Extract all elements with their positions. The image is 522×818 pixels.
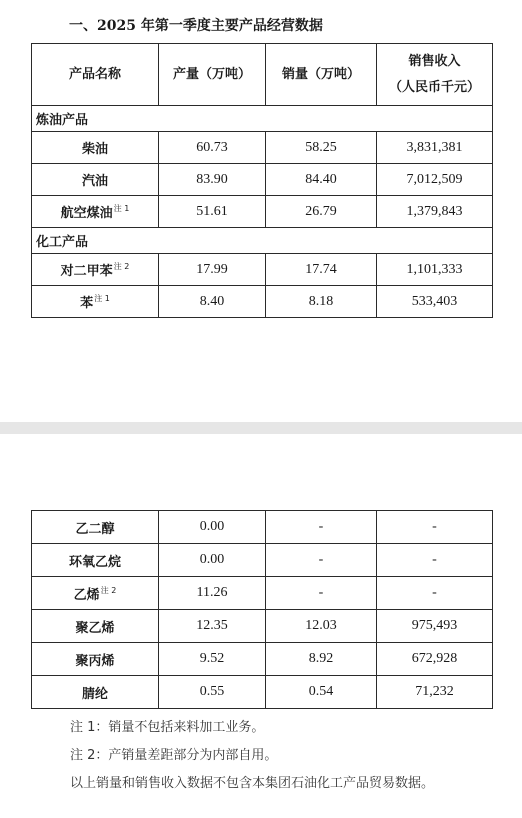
product-name: 汽油 [32, 164, 159, 196]
production-value: 0.55 [159, 676, 266, 709]
footnote-disclaimer: 以上销量和销售收入数据不包含本集团石油化工产品贸易数据。 [70, 776, 435, 791]
table-row [32, 286, 493, 318]
table-row [32, 132, 493, 164]
section-label-refined: 炼油产品 [32, 106, 493, 132]
product-data-table [31, 43, 493, 318]
table-row [32, 544, 493, 577]
table-row [32, 643, 493, 676]
footnote-marker: 注 2 [113, 262, 130, 271]
product-name: 航空煤油$^{注 1}$ [32, 196, 159, 228]
production-value: 11.26 [159, 577, 266, 610]
table-row [32, 610, 493, 643]
table-row [32, 676, 493, 709]
sales-value: 0.54 [266, 676, 377, 709]
revenue-value: 3,831,381 [377, 132, 493, 164]
table-row [32, 196, 493, 228]
sales-value: - [266, 577, 377, 610]
page-break [0, 422, 522, 434]
table-row [32, 164, 493, 196]
revenue-value: - [377, 577, 493, 610]
sales-value: 26.79 [266, 196, 377, 228]
production-value: 83.90 [159, 164, 266, 196]
product-name: 乙二醇 [32, 511, 159, 544]
production-value: 9.52 [159, 643, 266, 676]
production-value: 0.00 [159, 511, 266, 544]
footnote-marker: 注 2 [100, 585, 117, 595]
revenue-value: 71,232 [377, 676, 493, 709]
sales-value: - [266, 544, 377, 577]
table-row [32, 254, 493, 286]
product-name: 环氧乙烷 [32, 544, 159, 577]
sales-value: 84.40 [266, 164, 377, 196]
footnote-marker: 注 1 [94, 294, 110, 303]
table-row [32, 577, 493, 610]
section-row-refined [32, 106, 493, 132]
production-value: 60.73 [159, 132, 266, 164]
revenue-value: 533,403 [377, 286, 493, 318]
sales-value: 58.25 [266, 132, 377, 164]
section-label-chemical: 化工产品 [32, 228, 493, 254]
revenue-value: 1,101,333 [377, 254, 493, 286]
sales-value: - [266, 511, 377, 544]
header-revenue-line2: （人民币千元） [388, 79, 480, 95]
production-value: 0.00 [159, 544, 266, 577]
revenue-value: 672,928 [377, 643, 493, 676]
production-value: 17.99 [159, 254, 266, 286]
product-name: 乙烯$^{注 2}$ [32, 577, 159, 610]
sales-value: 8.92 [266, 643, 377, 676]
product-name: 聚丙烯 [32, 643, 159, 676]
revenue-value: 7,012,509 [377, 164, 493, 196]
product-name: 苯$^{注 1}$ [32, 286, 159, 318]
production-value: 8.40 [159, 286, 266, 318]
footnote-marker: 注 1 [113, 204, 130, 213]
footnote-1: 注 1：销量不包括来料加工业务。 [70, 720, 265, 735]
production-value: 51.61 [159, 196, 266, 228]
header-revenue-line1: 销售收入 [408, 53, 461, 69]
revenue-value: - [377, 544, 493, 577]
header-production: 产量（万吨） [159, 44, 266, 106]
revenue-value: 1,379,843 [377, 196, 493, 228]
revenue-value: 975,493 [377, 610, 493, 643]
sales-value: 8.18 [266, 286, 377, 318]
section-heading: 一、2025 年第一季度主要产品经营数据 [69, 18, 323, 34]
header-sales: 销量（万吨） [266, 44, 377, 106]
product-name: 柴油 [32, 132, 159, 164]
table-row [32, 511, 493, 544]
revenue-value: - [377, 511, 493, 544]
section-row-chemical [32, 228, 493, 254]
sales-value: 12.03 [266, 610, 377, 643]
footnote-2: 注 2：产销量差距部分为内部自用。 [70, 748, 278, 763]
header-product-name: 产品名称 [32, 44, 159, 106]
product-name: 聚乙烯 [32, 610, 159, 643]
product-name: 腈纶 [32, 676, 159, 709]
product-name: 对二甲苯$^{注 2}$ [32, 254, 159, 286]
production-value: 12.35 [159, 610, 266, 643]
product-data-table-continued [31, 510, 493, 709]
table-header-row [32, 44, 493, 106]
sales-value: 17.74 [266, 254, 377, 286]
header-revenue [377, 44, 493, 106]
